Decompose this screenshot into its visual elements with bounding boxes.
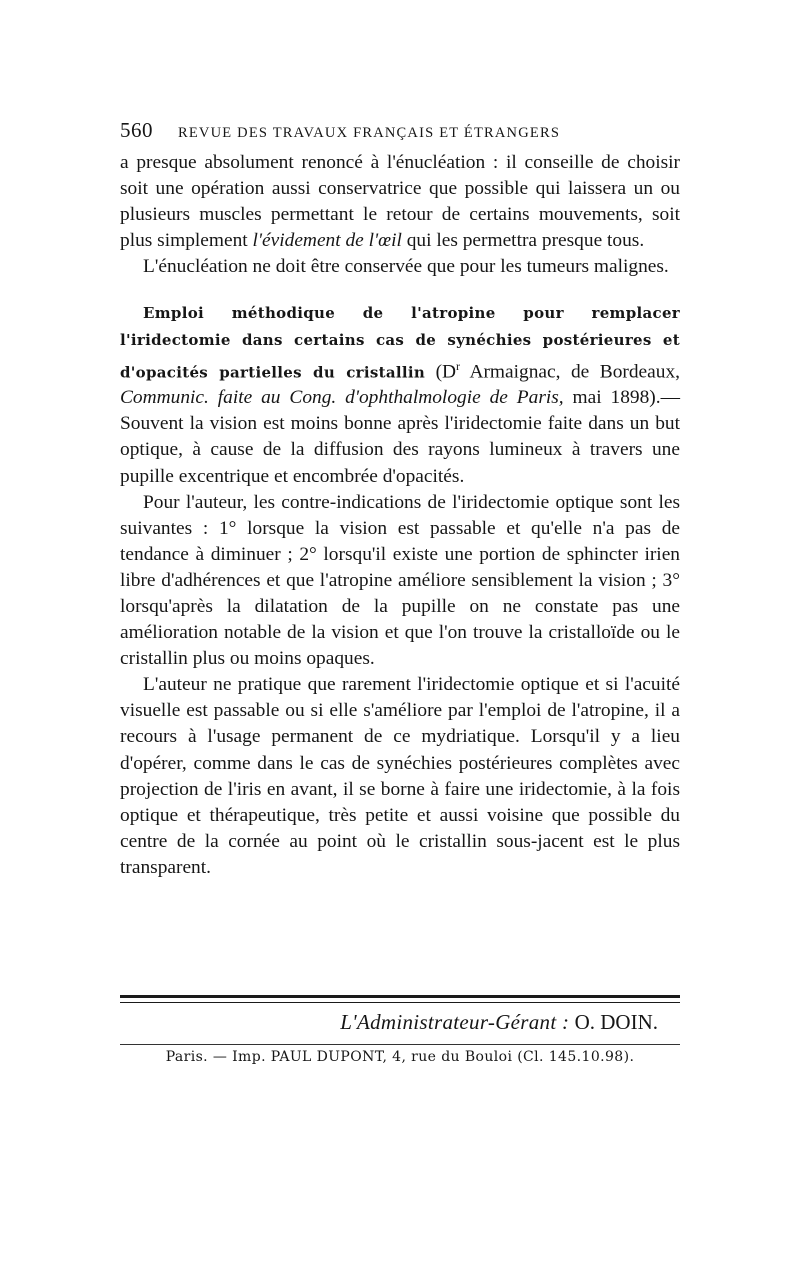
paragraph-text: L'auteur ne pratique que rarement l'iridectomie optique et si l'acuité visuelle est passable ou si elle s'améliore par l'emploi de l'atropine, il a recours à l'usage permanent de ce mydriatique. Lorsqu'il y a lieu d'opérer, comme dans le cas de synéchies postérieures complètes avec projection de l'iris en avant, il se borne à faire une iridectomie, à la fois optique et thérapeutique, très petite et aussi voisine que possible du centre de la cornée au point où le cristallin sous-jacent est le plus transparent. [120,674,680,878]
paragraph-text: a presque absolument renoncé à l'énucléation : il conseille de choisir soit une opération aussi conservatrice que possible qui laissera un ou plusieurs muscles permettant le retour de certains mouvements, soit plus simplement [120,152,680,252]
paragraph [120,254,680,280]
citation-date: mai 1898).— [563,387,680,409]
paragraph-text: qui les permettra presque tous. [401,230,645,252]
article-abstract [120,300,680,489]
article-title: Emploi méthodique de l'atropine pour remplacer l'iridectomie dans certains cas de synéchies postérieures et d'opacités partielles du cristallin [120,304,680,382]
paragraph-text: Souvent la vision est moins bonne après l'iridectomie faite dans un but optique, à cause de la diffusion des rayons lumineux à travers une pupille excentrique et encombrée d'opacités. [120,413,680,487]
paragraph-text: L'énucléation ne doit être conservée que pour les tumeurs malignes. [143,256,669,278]
body-text [120,150,680,881]
signature-name: O. DOIN. [569,1010,658,1034]
citation-source: Communic. faite au Cong. d'ophthalmologie de Paris, [120,387,564,409]
paragraph-continuation [120,150,680,254]
citation-superscript: r [456,358,461,373]
running-head [120,118,680,143]
citation-text: (D [425,361,457,383]
italic-term: l'évidement de l'œil [252,230,402,252]
signature [120,1010,658,1035]
paragraph [120,672,680,881]
signature-title: L'Administrateur-Gérant : [340,1010,570,1034]
journal-title: REVUE DES TRAVAUX FRANÇAIS ET ÉTRANGERS [178,125,561,141]
double-rule-divider [120,995,680,1003]
paragraph [120,490,680,673]
citation-author: Armaignac, de Bordeaux, [460,361,680,383]
page-number: 560 [120,118,153,142]
printer-imprint: Paris. — Imp. PAUL DUPONT, 4, rue du Bouloi (Cl. 145.10.98). [165,1049,635,1065]
thin-rule-divider [120,1044,680,1045]
paragraph-text: Pour l'auteur, les contre-indications de l'iridectomie optique sont les suivantes : 1° lorsque la vision est passable et qu'elle n'a pas de tendance à diminuer ; 2° lorsqu'il existe une portion de sphincter irien libre d'adhérences et que l'atropine améliore sensiblement la vision ; 3° lorsqu'après la dilatation de la pupille on ne constate pas une amélioration notable de la vision et que l'on trouve la cristalloïde ou le cristallin plus ou moins opaques. [120,491,680,670]
